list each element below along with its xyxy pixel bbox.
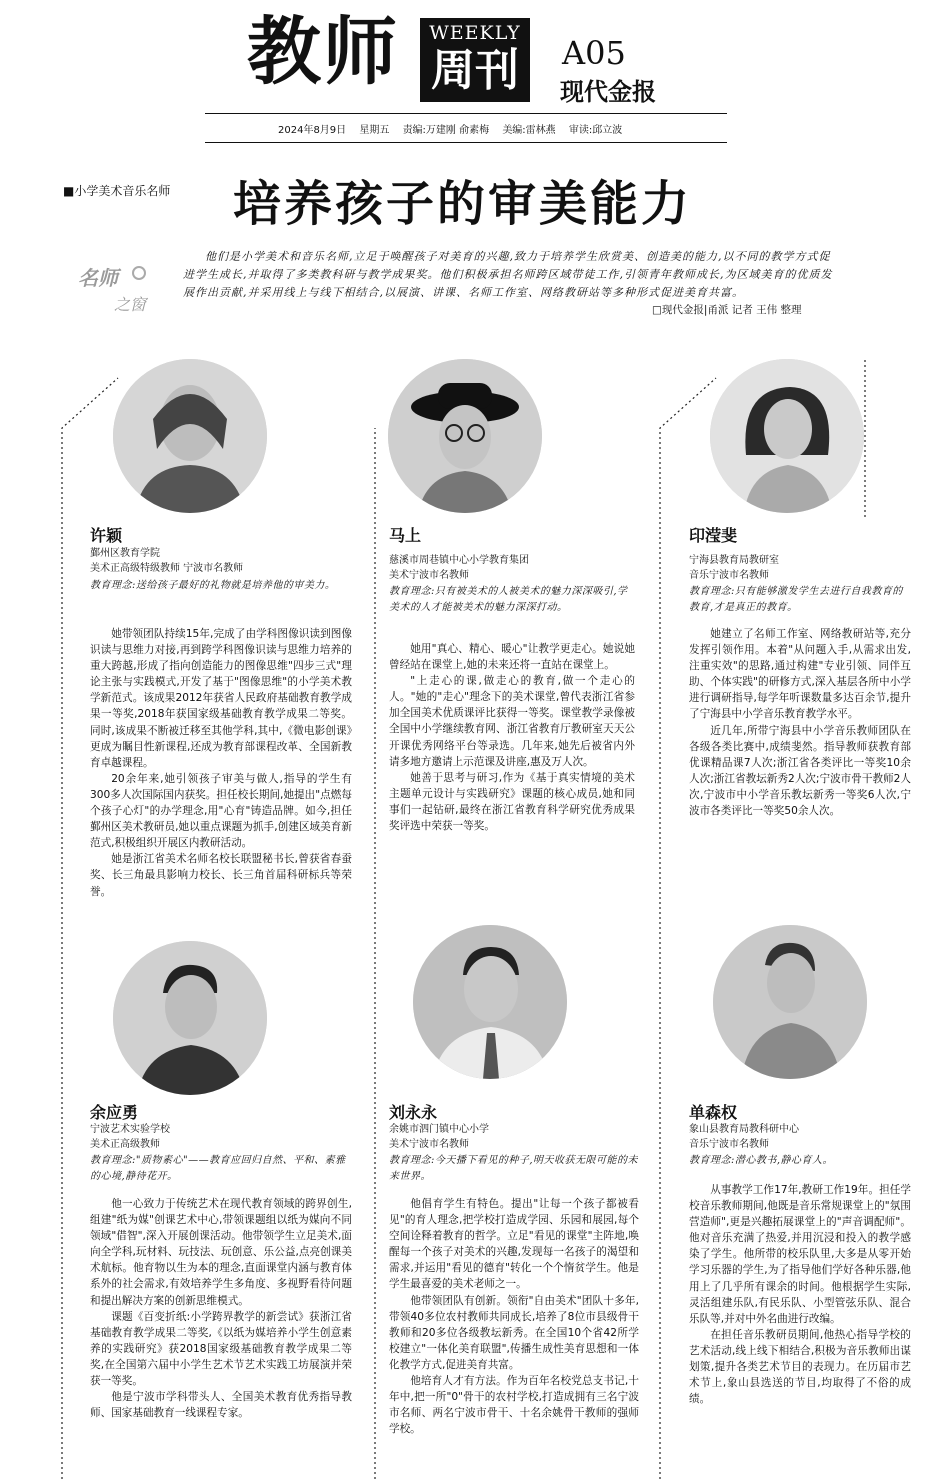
page-number: A05 — [562, 34, 626, 72]
profile-motto: 教育理念:潜心教书,静心育人。 — [689, 1155, 834, 1166]
profile-body — [689, 1182, 911, 1407]
weekly-cn-label: 周刊 — [431, 45, 519, 96]
profile-titles: 美术宁波市名教师 — [389, 570, 469, 581]
column-logo — [70, 262, 170, 324]
proofreader-credit: 审读:邱立波 — [568, 125, 623, 136]
profile-body — [389, 641, 635, 834]
profile-org: 象山县教育局教科研中心 — [689, 1124, 799, 1135]
masthead-rule-bottom — [205, 142, 727, 143]
profile-name: 余应勇 — [90, 1103, 139, 1122]
profile-body — [90, 1196, 352, 1421]
masthead-meta — [278, 121, 632, 136]
person-icon — [388, 359, 542, 513]
issue-weekday: 星期五 — [359, 125, 390, 136]
profile-org: 余姚市泗门镇中心小学 — [389, 1124, 489, 1135]
profile-paragraph: 近几年,所带宁海县中小学音乐教师团队在各级各类比赛中,成绩斐然。指导教师获教育部优课精品课7人次;浙江省各类评比一等奖10余人次;浙江省教坛新秀2人次;宁波市骨干教师2人次,宁波市中小学音乐教坛新秀一等奖6人次,宁波市各类评比一等奖50余人次。 — [689, 724, 911, 818]
profile-titles: 音乐宁波市名教师 — [689, 1139, 769, 1150]
profile-motto: 教育理念:"质物素心"——教育应回归自然、平和、素雅的心境,静待花开。 — [90, 1155, 346, 1182]
designer-credit: 美编:雷林燕 — [502, 125, 556, 136]
profile-paragraph: 她建立了名师工作室、网络教研站等,充分发挥引领作用。本着"从问题入手,从需求出发,注重实效"的思路,通过构建"专业引领、同伴互助、个体实践"的研修方式,深入基层各所中小学进行调研指导,每学年听课数量多达百余节,提升了宁海县中小学音乐教育教学水平。 — [689, 628, 911, 721]
column-logo-line2: 之窗 — [114, 295, 147, 314]
profile-paragraph: 她是浙江省美术名师名校长联盟秘书长,曾获省春蚕奖、长三角最具影响力校长、长三角首届科研标兵等荣誉。 — [90, 853, 352, 898]
headline: 培养孩子的审美能力 — [233, 176, 693, 232]
weekly-en-label: WEEKLY — [429, 22, 521, 44]
profile-paragraph: 他培育人才有方法。作为百年名校党总支书记,十年中,把一所"0"骨干的农村学校,打造成拥有三名宁波市名师、两名宁波市骨干、十名余姚骨干教师的强师学校。 — [389, 1375, 639, 1436]
profile-paragraph: 他是宁波市学科带头人、全国美术教育优秀指导教师、国家基础教育一线课程专家。 — [90, 1391, 352, 1420]
profile-motto: 教育理念:今天播下看见的种子,明天收获无限可能的未来世界。 — [389, 1155, 639, 1182]
portrait-photo — [413, 925, 567, 1079]
portrait-photo — [113, 359, 267, 513]
profile-titles: 美术宁波市名教师 — [389, 1139, 469, 1150]
profile-motto: 教育理念:只有被美术的人被美术的魅力深深吸引,学美术的人才能被美术的魅力深深打动。 — [389, 586, 628, 613]
editor-credit: 责编:万建刚 俞素梅 — [402, 125, 490, 136]
profile-meta — [389, 553, 639, 583]
profile-meta — [689, 553, 889, 583]
profile-paragraph: 她用"真心、精心、暖心"让教学更走心。她说她曾经站在课堂上,她的未来还将一直站在课堂上。 — [389, 643, 635, 672]
profile-name: 印滢斐 — [689, 526, 738, 545]
person-icon — [413, 925, 567, 1079]
profile-paragraph: 从事教学工作17年,教研工作19年。担任学校音乐教师期间,他既是音乐常规课堂上的"氛围营造师",更是兴趣拓展课堂上的"声音调配师"。他对音乐充满了热爱,并用沉浸和投入的教学感染了学生。他所带的校乐队里,大多是从零开始学习乐器的学生,为了指导他们学好各种乐器,他用上了几乎所有课余的时间。他根据学生实际,灵活组建乐队,有民乐队、小型管弦乐队、混合乐队等,并对中外名曲进行改编。 — [689, 1184, 911, 1325]
sun-icon — [132, 266, 146, 280]
profile-org: 宁海县教育局教研室 — [689, 555, 779, 566]
intro-paragraph: 他们是小学美术和音乐名师,立足于唤醒孩子对美育的兴趣,致力于培养学生欣赏美、创造美的能力,以不同的教学方式促进学生成长,并取得了多类教科研与教学成果奖。他们积极承担名师跨区域带徒工作,引领青年教师成长,为区域美育的优质发展作出贡献,并采用线上与线下相结合,以展演、讲课、名师工作室、网络教研站等多种形式促进美育共富。 — [183, 250, 833, 299]
profile-name: 单森权 — [689, 1103, 738, 1122]
profile-paragraph: "上走心的课,做走心的教育,做一个走心的人。"她的"走心"理念下的美术课堂,曾代表浙江省参加全国美术优质课评比获得一等奖。课堂教学录像被全国中小学继续教育网、浙江省教育厅教研室天天公开课优秀网络平台等录选。几年来,她先后被省内外请多地方邀请上示范课及讲座,惠及万人次。 — [389, 675, 635, 768]
person-icon — [113, 941, 267, 1095]
portrait-photo — [710, 359, 864, 513]
profile-org: 宁波艺术实验学校 — [90, 1124, 170, 1135]
profile-name: 马上 — [389, 526, 422, 545]
profile-name: 刘永永 — [389, 1103, 438, 1122]
profile-org: 慈溪市周巷镇中心小学教育集团 — [389, 555, 529, 566]
profile-paragraph: 她带领团队持续15年,完成了由学科图像识读到图像识读与思维力对接,再到跨学科图像识读与思维力培养的重大跨越,形成了指向创造能力的图像思维"四步三式"理论主张与实践模式,开发了基于"图像思维"的小学美术教学新范式。该成果2012年获省人民政府基础教育教学成果一等奖,2018年获国家级基础教育教学成果二等奖。同时,该成果不断被迁移至其他学科,其中,《微电影创课》更成为瞩目性新课程,还成为教育部课程改革、全国新教育卓越课程。 — [90, 628, 352, 769]
profile-body — [689, 626, 911, 819]
profile-paragraph: 课题《百变折纸:小学跨界教学的新尝试》获浙江省基础教育教学成果二等奖,《以纸为媒培养小学生创意素养的实践研究》获2018国家级基础教育教学成果二等奖,在全国第六届中小学生艺术节艺术实践工坊展演并荣获一等奖。 — [90, 1310, 352, 1388]
profile-titles: 美术正高级特级教师 宁波市名教师 — [90, 563, 244, 574]
masthead — [0, 0, 934, 150]
masthead-rule-top — [205, 113, 727, 114]
column-logo-line1: 名师 — [78, 266, 118, 290]
profile-name: 许颖 — [90, 526, 123, 545]
masthead-title: 教师 — [247, 9, 399, 95]
profile-titles: 美术正高级教师 — [90, 1139, 160, 1150]
portrait-photo — [113, 941, 267, 1095]
profile-org: 鄞州区教育学院 — [90, 548, 160, 559]
profile-paragraph: 他带领团队有创新。领衔"自由美术"团队十多年,带领40多位农村教师共同成长,培养了8位市县级骨干教师和20多位各级教坛新秀。在全国10个省42所学校建立"一体化美育联盟",传播生成性美育思想和一体化教学方式,促进美育共富。 — [389, 1294, 639, 1371]
profile-paragraph: 他倡育学生有特色。提出"让每一个孩子都被看见"的育人理念,把学校打造成学园、乐园和展园,每个空间诠释着教育的哲学。立足"看见的课堂"主阵地,唤醒每一个孩子对美术的兴趣,发现每一名孩子的渴望和需求,并运用"看见的德育"转化一个个惰贫学生。他是学生最喜爱的美术老师之一。 — [389, 1198, 639, 1291]
portrait-photo — [388, 359, 542, 513]
profile-meta — [689, 1122, 889, 1152]
profile-paragraph: 他一心致力于传统艺术在现代教育领域的跨界创生,组建"纸为媒"创课艺术中心,带领课题组以纸为媒向不同领域"借智",深入开展创课活动。他带领学生立足美术,面向全学科,玩材料、玩技法、玩创意、乐公益,点亮创课美术航标。他育物以生为本的理念,直面课堂内涵与教育体系外的社会需求,有效培养学生多角度、多视野看待问题和提出解决方案的创新思维模式。 — [90, 1198, 352, 1307]
person-icon — [713, 925, 867, 1079]
profile-paragraph: 她善于思考与研习,作为《基于真实情境的美术主题单元设计与实践研究》课题的核心成员,她和同事们一起钻研,最终在浙江省教育科学研究优秀成果奖评选中荣获一等奖。 — [389, 771, 635, 833]
profile-paragraph: 在担任音乐教研员期间,他热心指导学校的艺术活动,线上线下相结合,积极为音乐教师出谋划策,提升各类艺术节目的表现力。在历届市艺术节上,象山县选送的节目,均取得了不俗的成绩。 — [689, 1328, 911, 1406]
profile-motto: 教育理念:送给孩子最好的礼物就是培养他的审美力。 — [90, 580, 336, 591]
profile-meta — [90, 546, 350, 576]
portrait-photo — [713, 925, 867, 1079]
profile-motto: 教育理念:只有能够激发学生去进行自我教育的教育,才是真正的教育。 — [689, 586, 903, 613]
person-icon — [710, 359, 864, 513]
profile-meta — [90, 1122, 350, 1152]
profile-body — [389, 1196, 639, 1437]
profile-meta — [389, 1122, 639, 1152]
issue-date: 2024年8月9日 — [278, 125, 347, 136]
profile-paragraph: 20余年来,她引领孩子审美与做人,指导的学生有300多人次国际国内获奖。担任校长期间,她提出"点燃每个孩子心灯"的办学理念,用"心育"铸造品牌。如今,担任鄞州区美术教研员,她以重点课题为抓手,创建区域美育新范式,积极组织开展区内教研活动。 — [90, 772, 352, 850]
profile-titles: 音乐宁波市名教师 — [689, 570, 769, 581]
section-tag: ■小学美术音乐名师 — [63, 184, 171, 198]
reporter-credit: □现代金报|甬派 记者 王伟 整理 — [652, 304, 802, 316]
profile-body — [90, 626, 352, 900]
weekly-box — [420, 18, 530, 102]
paper-name: 现代金报 — [560, 77, 656, 106]
person-icon — [113, 359, 267, 513]
